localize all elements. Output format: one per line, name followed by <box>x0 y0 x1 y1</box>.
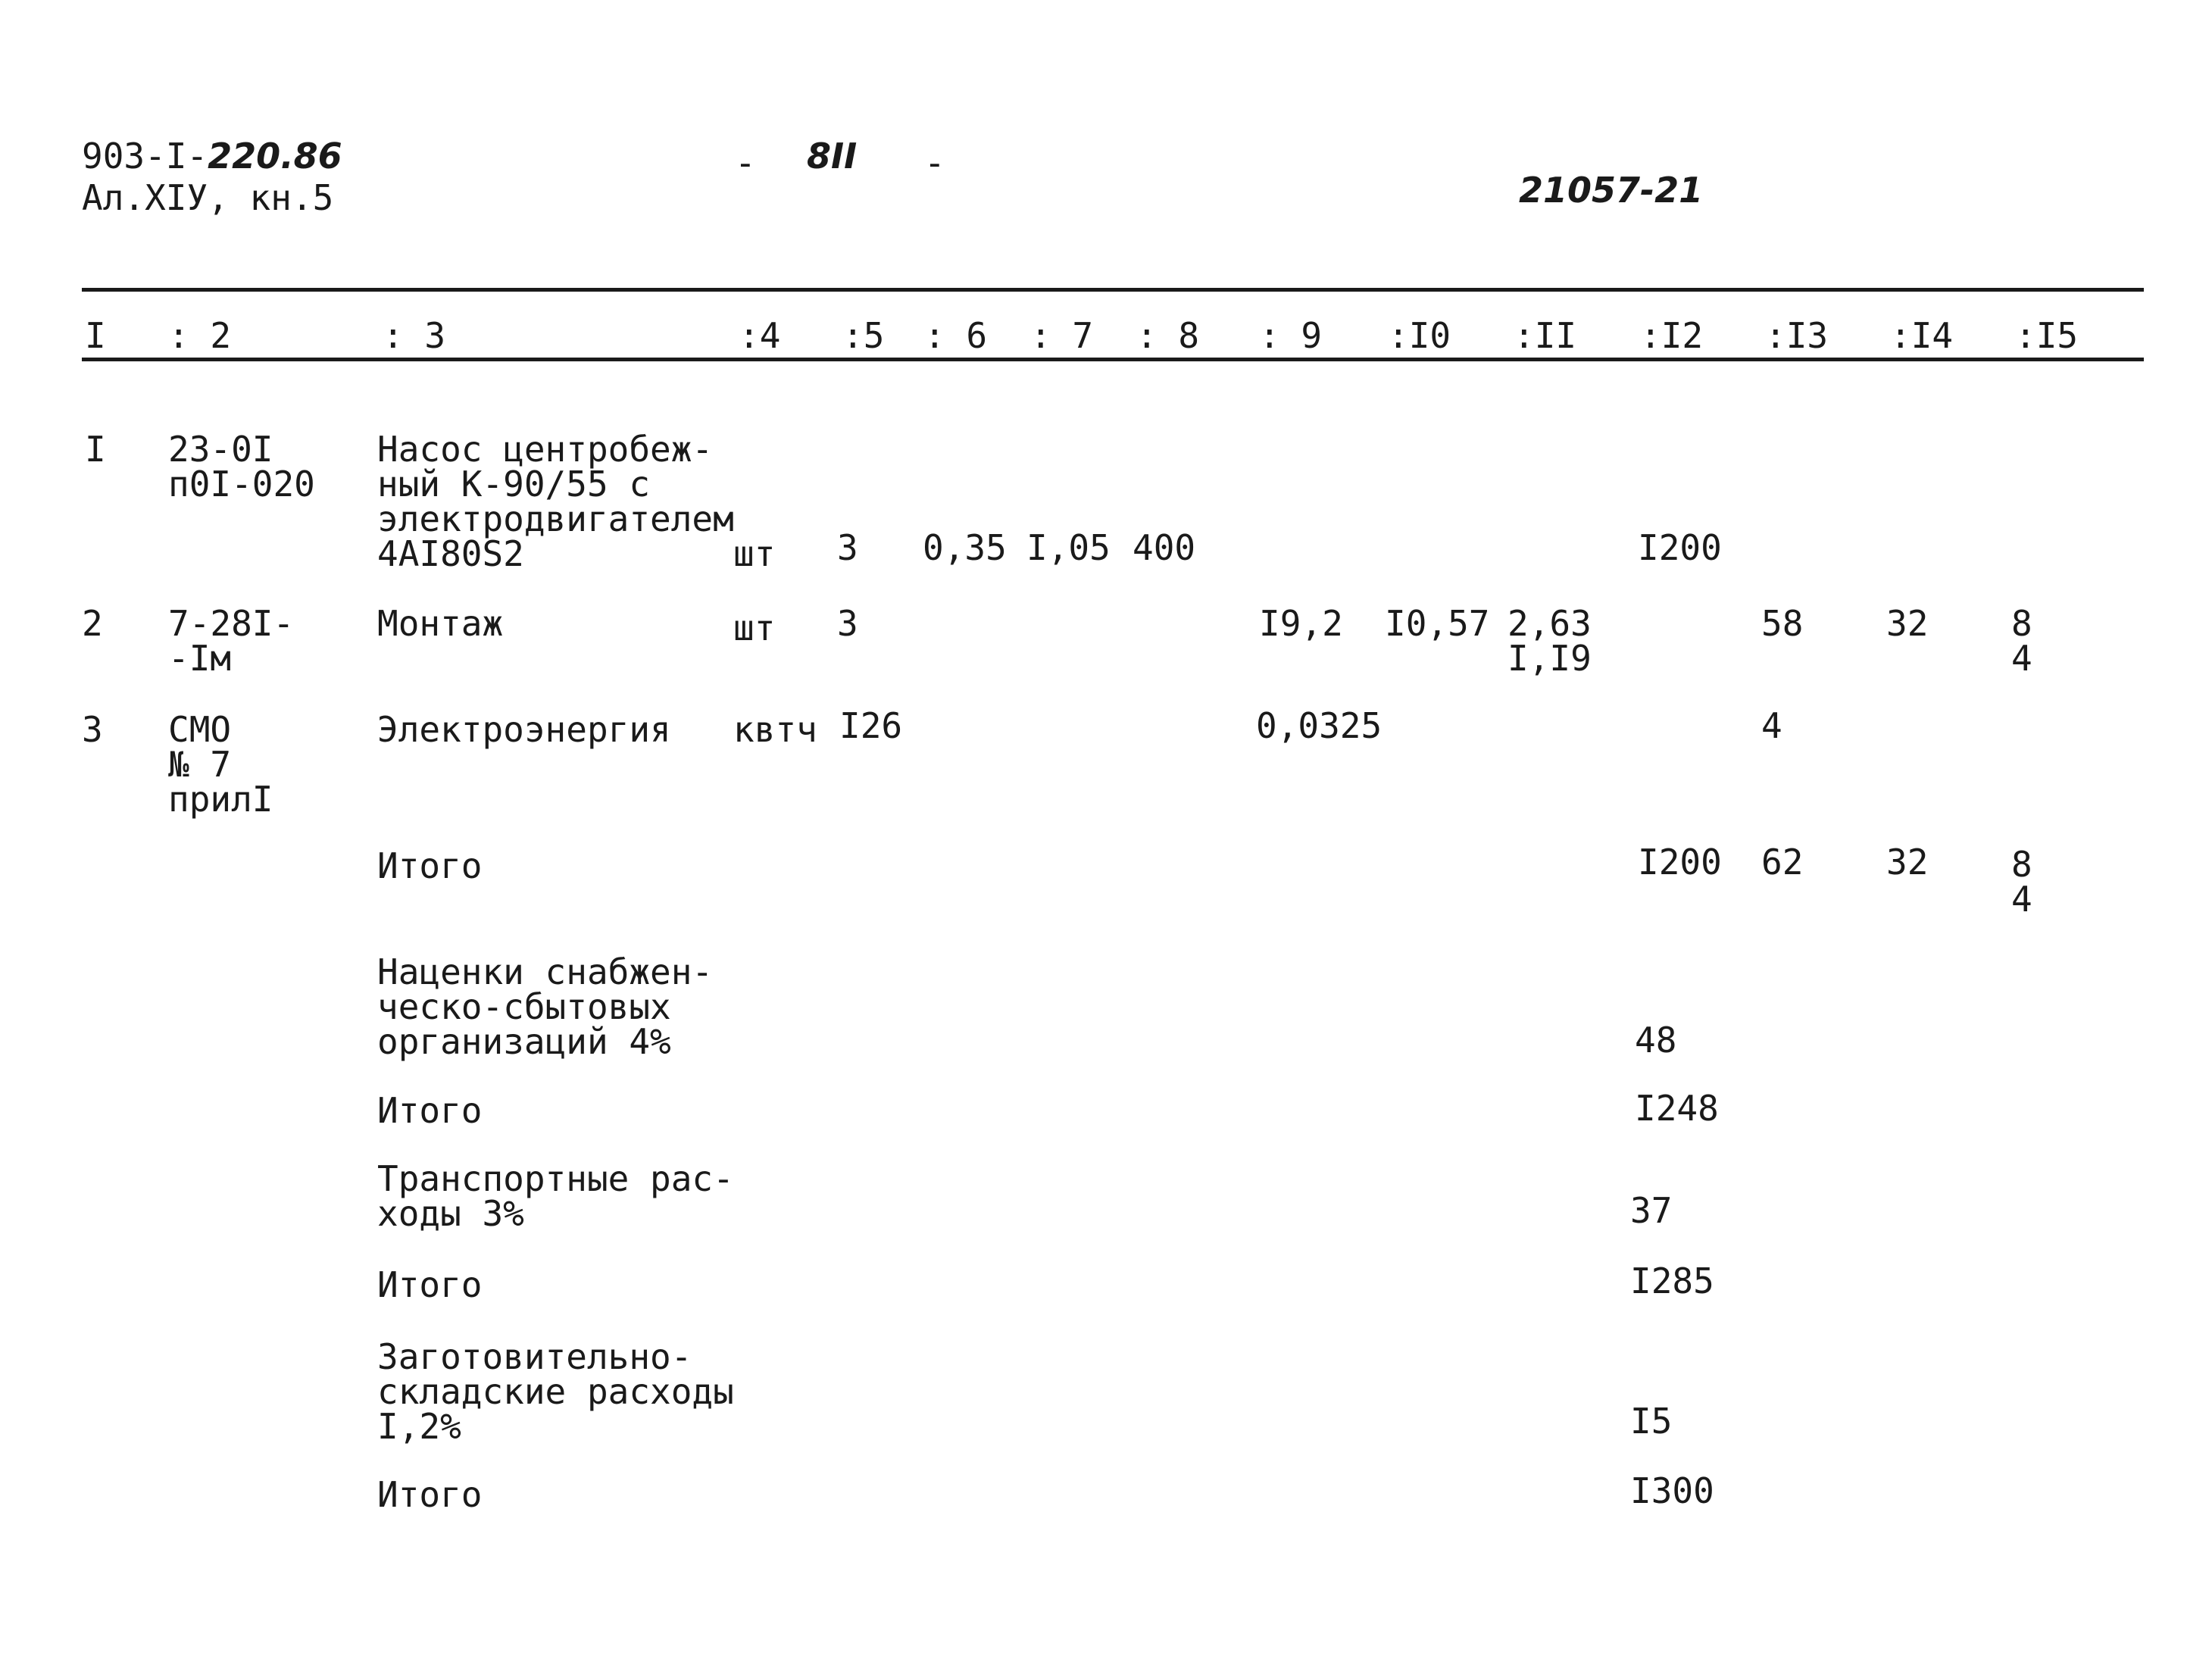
col13-value: 62 <box>1761 842 1804 883</box>
col12-value: I200 <box>1638 527 1722 568</box>
row-number: 3 <box>82 709 103 750</box>
unit: квтч <box>733 709 817 750</box>
album-volume: Ал.XIУ, кн.5 <box>82 177 334 218</box>
column-header: : 8 <box>1136 315 1200 356</box>
item-name: Насос центробеж- ный К-90/55 с электродвигателем 4AI80S2 <box>377 429 734 574</box>
table-top-rule <box>82 288 2144 292</box>
quantity: 3 <box>837 603 858 644</box>
page-dash-right: - <box>924 142 945 183</box>
table-header-rule <box>82 358 2144 361</box>
unit: шт <box>733 533 776 574</box>
col10-value: I0,57 <box>1385 603 1490 644</box>
col12-value: I5 <box>1630 1401 1673 1442</box>
column-header: :I5 <box>2015 315 2079 356</box>
column-header: :II <box>1514 315 1577 356</box>
rate-code: 7-28I- -Iм <box>168 603 295 679</box>
designation-handwritten: 220.86 <box>208 136 342 177</box>
column-header: : 7 <box>1030 315 1094 356</box>
designation-prefix: 903-I- <box>82 136 208 177</box>
col12-value: I300 <box>1630 1470 1714 1511</box>
col14-value: 32 <box>1886 842 1929 883</box>
col12-value: I248 <box>1635 1088 1719 1129</box>
item-name: Электроэнергия <box>377 709 671 750</box>
summary-label: Транспортные рас- ходы 3% <box>377 1158 734 1234</box>
column-header: :I4 <box>1890 315 1954 356</box>
col15-value: 8 4 <box>2011 844 2032 920</box>
summary-label: Итого <box>377 845 483 886</box>
column-header: : 3 <box>383 315 446 356</box>
column-header: :I3 <box>1765 315 1829 356</box>
quantity: 3 <box>837 527 858 568</box>
column-header: :4 <box>739 315 781 356</box>
document-number: 21057-21 <box>1519 170 1704 211</box>
page-dash-left: - <box>735 142 756 183</box>
column-header: :5 <box>842 315 885 356</box>
col13-value: 58 <box>1761 603 1804 644</box>
col12-value: 37 <box>1630 1190 1673 1231</box>
col8-value: 400 <box>1133 527 1196 568</box>
unit: шт <box>733 608 776 648</box>
rate-code: СМО № 7 прилI <box>168 709 273 820</box>
column-header: : 9 <box>1259 315 1323 356</box>
col14-value: 32 <box>1886 603 1929 644</box>
summary-label: Итого <box>377 1264 483 1305</box>
row-number: I <box>85 429 106 470</box>
col12-value: 48 <box>1635 1020 1677 1061</box>
column-header: :I2 <box>1640 315 1704 356</box>
col15-value: 8 4 <box>2011 603 2032 679</box>
item-name: Монтаж <box>377 603 504 644</box>
summary-label: Итого <box>377 1090 483 1131</box>
column-header: : 6 <box>924 315 988 356</box>
col7-value: I,05 <box>1026 527 1111 568</box>
col13-value: 4 <box>1761 705 1782 746</box>
summary-label: Заготовительно- складские расходы I,2% <box>377 1336 734 1447</box>
col11-value: 2,63 I,I9 <box>1507 603 1592 679</box>
column-header: :I0 <box>1388 315 1451 356</box>
column-header: I <box>85 315 106 356</box>
col12-value: I200 <box>1638 842 1722 883</box>
summary-label: Наценки снабжен- ческо-сбытовых организаций 4% <box>377 951 714 1062</box>
quantity: I26 <box>839 705 903 746</box>
summary-label: Итого <box>377 1474 483 1515</box>
designation-code <box>82 136 342 177</box>
col12-value: I285 <box>1630 1261 1714 1301</box>
page-number: 8II <box>807 136 858 177</box>
column-header: : 2 <box>168 315 232 356</box>
row-number: 2 <box>82 603 103 644</box>
col6-value: 0,35 <box>923 527 1007 568</box>
col9-value: I9,2 <box>1259 603 1343 644</box>
col9-value: 0,0325 <box>1256 705 1382 746</box>
rate-code: 23-0I п0I-020 <box>168 429 315 505</box>
